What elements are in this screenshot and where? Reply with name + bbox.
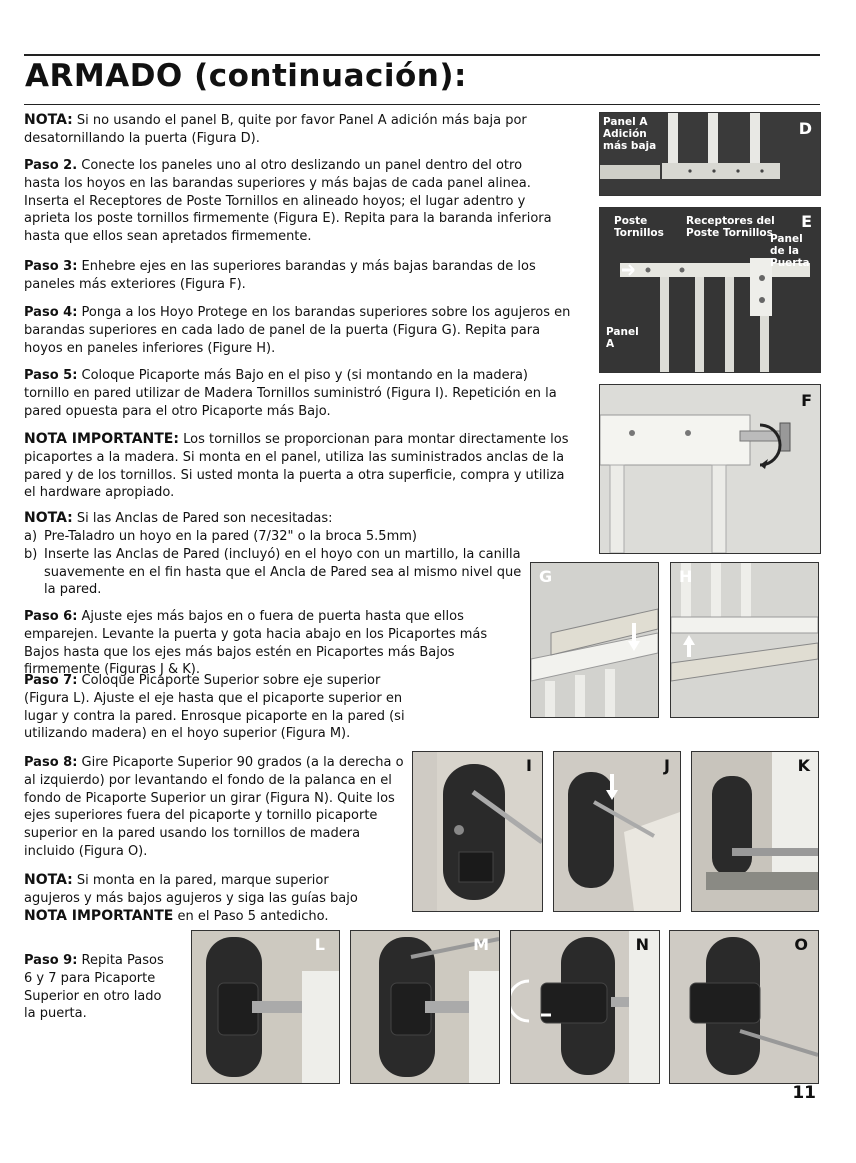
step-9-text: Repita Pasos 6 y 7 para Picaporte Superior en otro lado la puerta. (24, 953, 164, 1022)
figure-e-gate-panel-label: Panel de la Puerta (770, 233, 810, 269)
figure-j-letter: J (664, 756, 670, 775)
step-3-label: Paso 3: (24, 259, 78, 274)
step-6-text: Ajuste ejes más bajos en o fuera de puerta hasta que ellos emparejen. Levante la puerta y gota hacia abajo en los Picaportes más Bajos hasta que los ejes más bajos estén en Picaportes más Bajos firmemente (Figuras J & K). (24, 609, 488, 678)
step-4-paragraph (24, 304, 574, 357)
list-marker: a) (24, 529, 38, 544)
step-5-paragraph (24, 367, 576, 420)
list-item (24, 546, 524, 599)
page-title: ARMADO (continuación): (25, 58, 467, 94)
wall-note-label: NOTA: (24, 872, 73, 888)
figure-f-letter: F (801, 391, 812, 410)
step-7-paragraph (24, 672, 409, 743)
figure-e-receivers-label: Receptores del Poste Tornillos (686, 215, 775, 239)
figure-n-letter: N (635, 935, 649, 954)
note-text: Si no usando el panel B, quite por favor Panel A adición más baja por desatornillando la puerta (Figura D). (24, 113, 527, 146)
step-8-label: Paso 8: (24, 755, 78, 770)
figure-e-post-screws-label: Poste Tornillos (614, 215, 664, 239)
step-7-label: Paso 7: (24, 673, 78, 688)
figure-i (412, 751, 543, 912)
step-8-text: Gire Picaporte Superior 90 grados (a la derecha o al izquierdo) por levantando el fondo de la palanca en el fondo de Picaporte Superior un girar (Figura N). Quite los ejes superiores fuera del picaporte y tornillo picaporte superior en la pared usando los tornillos de madera incluido (Figura O). (24, 755, 404, 859)
anchor-note-label: NOTA: (24, 510, 73, 526)
step-9-paragraph (24, 952, 174, 1023)
figure-j-illustration (554, 752, 680, 911)
figure-g-letter: G (539, 567, 553, 586)
step-5-label: Paso 5: (24, 368, 78, 383)
step-5-text: Coloque Picaporte más Bajo en el piso y (si montando en la madera) tornillo en pared utilizar de Madera Tornillos suministró (Figura I). Repetición en la pared opuesta para el otro Picaporte más Bajo. (24, 368, 557, 419)
figure-e (599, 207, 821, 373)
step-4-label: Paso 4: (24, 305, 78, 320)
wall-note-bold: NOTA IMPORTANTE (24, 907, 174, 924)
wall-note-paragraph (24, 872, 384, 925)
figure-l-letter: L (314, 935, 325, 954)
anchor-note-paragraph (24, 510, 534, 528)
important-note-text: Los tornillos se proporcionan para montar directamente los picaportes a la madera. Si monta en el panel, utiliza las suministrados anclas de la pared y de los tornillos. Si usted monta la puerta a otra superficie, compra y utiliza el hardware apropiado. (24, 432, 569, 501)
list-item-text: Pre-Taladro un hoyo en la pared (7/32" o la broca 5.5mm) (44, 529, 417, 544)
figure-n (510, 930, 660, 1084)
figure-i-letter: I (526, 756, 532, 775)
figure-h (670, 562, 819, 718)
figure-h-letter: H (679, 567, 693, 586)
figure-k (691, 751, 819, 912)
important-note-paragraph (24, 431, 574, 502)
step-2-paragraph (24, 157, 559, 246)
step-9-label: Paso 9: (24, 953, 78, 968)
list-marker: b) (24, 546, 38, 562)
list-item-text: Inserte las Anclas de Pared (incluyó) en el hoyo con un martillo, la canilla suavemente en el fin hasta que el Ancla de Pared sea al mismo nivel que la pared. (44, 546, 522, 598)
step-3-text: Enhebre ejes en las superiores barandas y más bajas barandas de los paneles más exteriores (Figura F). (24, 259, 536, 292)
figure-l (191, 930, 340, 1084)
figure-i-illustration (413, 752, 542, 911)
figure-o-letter: O (794, 935, 808, 954)
figure-d (599, 112, 821, 196)
step-2-label: Paso 2. (24, 158, 78, 173)
title-rule (24, 104, 820, 105)
figure-g (530, 562, 659, 718)
top-rule (24, 54, 820, 56)
note-paragraph (24, 112, 534, 148)
step-6-paragraph (24, 608, 524, 679)
wall-note-text-end: en el Paso 5 antedicho. (173, 908, 329, 924)
figure-h-illustration (671, 563, 818, 717)
step-2-text: Conecte los paneles uno al otro deslizando un panel dentro del otro hasta los hoyos en las barandas superiores y más bajas de cada panel alinea. Inserta el Receptores de Poste Tornillos en alineado hoyos; el lugar adentro y aprieta los poste tornillos firmemente (Figura E). Repita para la baranda inferiora hasta que ellos sean apretados firmemente. (24, 158, 552, 245)
page-number: 11 (792, 1083, 816, 1103)
list-item (24, 528, 524, 546)
important-note-label: NOTA IMPORTANTE: (24, 431, 179, 447)
figure-f (599, 384, 821, 554)
step-7-text: Coloque Picaporte Superior sobre eje superior (Figura L). Ajuste el eje hasta que el picaporte superior en lugar y contra la pared. Enrosque picaporte en la pared (si utilizando madera) en el hoyo superior (Figura M). (24, 673, 405, 742)
figure-f-illustration (600, 385, 820, 553)
note-label: NOTA: (24, 112, 73, 128)
figure-m-letter: M (473, 935, 489, 954)
anchor-steps-list (24, 528, 524, 599)
figure-m (350, 930, 500, 1084)
figure-k-letter: K (797, 756, 810, 775)
step-6-label: Paso 6: (24, 609, 78, 624)
step-4-text: Ponga a los Hoyo Protege en los barandas superiores sobre los agujeros en barandas superiores en cada lado de panel de la puerta (Figura G). Repita para hoyos en paneles inferiores (Figure H). (24, 305, 571, 356)
figure-e-panel-a-label: Panel A (606, 326, 639, 350)
step-3-paragraph (24, 258, 574, 294)
figure-e-letter: E (801, 212, 812, 231)
figure-k-illustration (692, 752, 818, 911)
figure-d-label: Panel A Adición más baja (603, 116, 657, 152)
wall-note-text: Si monta en la pared, marque superior agujeros y más bajos agujeros y siga las guías bajo (24, 873, 358, 906)
step-8-paragraph (24, 754, 408, 861)
figure-g-illustration (531, 563, 658, 717)
figure-j (553, 751, 681, 912)
figure-d-letter: D (798, 119, 812, 138)
figure-o (669, 930, 819, 1084)
anchor-note-text: Si las Anclas de Pared son necesitadas: (72, 511, 333, 526)
